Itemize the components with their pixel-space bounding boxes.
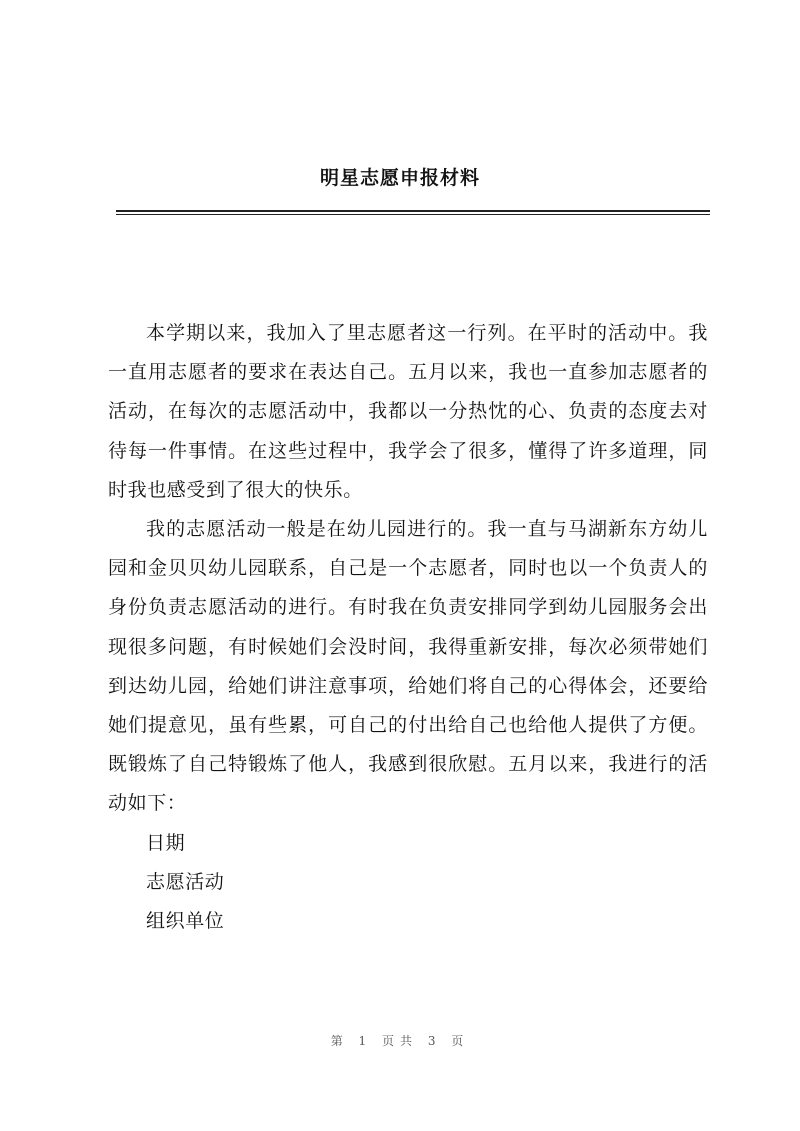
list-item-organization: 组织单位 [146, 910, 225, 933]
document-body [108, 314, 708, 941]
page-footer: 第 1 页共 3 页 [330, 1034, 470, 1048]
document-title: 明星志愿申报材料 [319, 167, 480, 189]
paragraph-2: 我的志愿活动一般是在幼儿园进行的。我一直与马湖新东方幼儿园和金贝贝幼儿园联系，自己是一个志愿者，同时也以一个负责人的身份负责志愿活动的进行。有时我在负责安排同学到幼儿园服务会出现很多问题，有时候她们会没时间，我得重新安排，每次必须带她们到达幼儿园，给她们讲注意事项，给她们将自己的心得体会，还要给她们提意见，虽有些累，可自己的付出给自己也给他人提供了方便。既锻炼了自己特锻炼了他人，我感到很欣慰。五月以来，我进行的活动如下： [108, 518, 708, 815]
list-item-activity: 志愿活动 [146, 870, 225, 893]
title-divider-thin [116, 214, 710, 215]
paragraph-1: 本学期以来，我加入了里志愿者这一行列。在平时的活动中。我一直用志愿者的要求在表达自己。五月以来，我也一直参加志愿者的活动，在每次的志愿活动中，我都以一分热忱的心、负责的态度去对待每一件事情。在这些过程中，我学会了很多，懂得了许多道理，同时我也感受到了很大的快乐。 [108, 322, 708, 501]
title-divider [116, 210, 710, 212]
list-item-date: 日期 [146, 831, 186, 854]
